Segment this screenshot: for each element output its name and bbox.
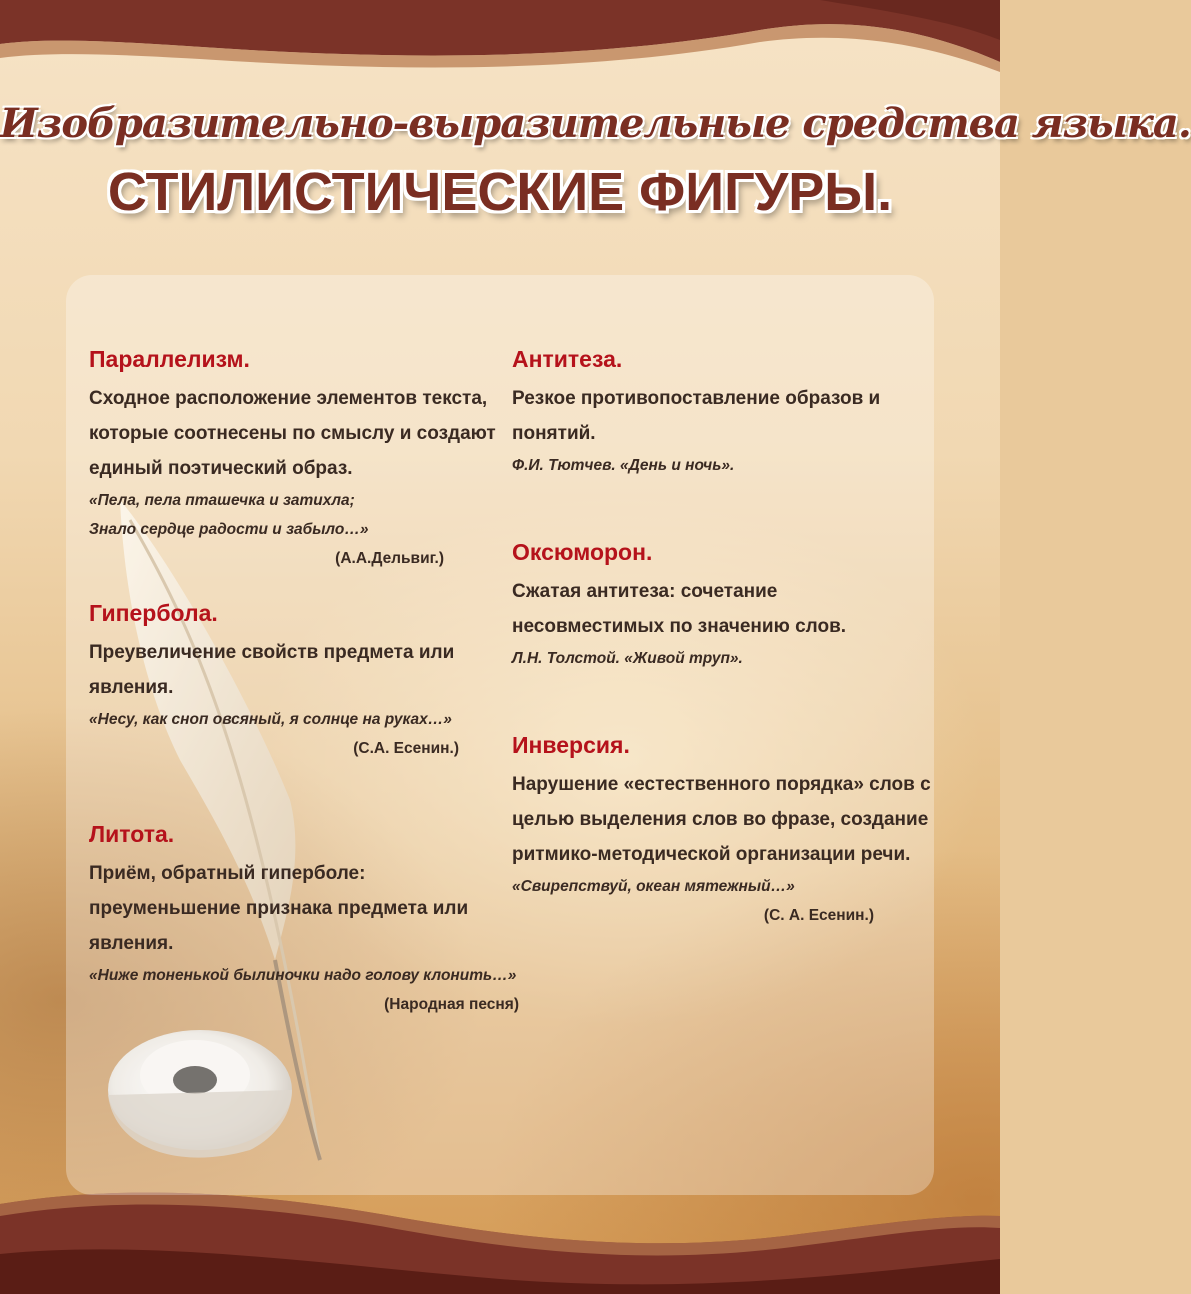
section-parallelism (89, 346, 519, 573)
title-main: СТИЛИСТИЧЕСКИЕ ФИГУРЫ. (107, 162, 893, 222)
section-quote: «Свирепствуй, океан мятежный…» (512, 878, 795, 895)
section-author: (Народная песня) (384, 996, 519, 1013)
section-quote: «Ниже тоненькой былиночки надо голову клонить…» (89, 967, 517, 984)
title-block (0, 100, 1191, 223)
section-description: Сжатая антитеза: сочетание несовместимых по значению слов. (512, 581, 847, 637)
section-heading: Оксюморон. (512, 539, 653, 565)
section-author: (С.А. Есенин.) (353, 740, 459, 757)
section-quote: Л.Н. Толстой. «Живой труп». (512, 650, 743, 667)
section-hyperbole (89, 600, 519, 763)
section-inversion (512, 732, 932, 930)
section-antithesis (512, 346, 942, 480)
section-description: Резкое противопоставление образов и понятий. (512, 388, 881, 444)
section-description: Преувеличение свойств предмета или явления. (89, 642, 455, 698)
section-author: (С. А. Есенин.) (763, 907, 874, 924)
section-heading: Гипербола. (89, 600, 218, 626)
section-heading: Параллелизм. (89, 346, 250, 372)
section-description: Сходное расположение элементов текста, которые соотнесены по смыслу и создают единый поэтический образ. (89, 388, 496, 479)
section-description: Нарушение «естественного порядка» слов с целью выделения слов во фразе, создание ритмико-методической организации речи. (512, 774, 931, 865)
section-quote: «Несу, как сноп овсяный, я солнце на руках…» (89, 711, 452, 728)
section-heading: Антитеза. (512, 346, 623, 372)
title-subtitle: Изобразительно-выразительные средства языка. (0, 100, 1191, 147)
section-author: (А.А.Дельвиг.) (335, 550, 444, 567)
section-heading: Инверсия. (512, 732, 630, 758)
section-description: Приём, обратный гиперболе: преуменьшение признака предмета или явления. (89, 863, 469, 954)
section-heading: Литота. (89, 821, 175, 847)
section-litotes (89, 821, 559, 1019)
section-oxymoron (512, 539, 942, 673)
section-quote: «Пела, пела пташечка и затихла; Знало сердце радости и забыло…» (89, 492, 369, 538)
section-quote: Ф.И. Тютчев. «День и ночь». (512, 457, 735, 474)
